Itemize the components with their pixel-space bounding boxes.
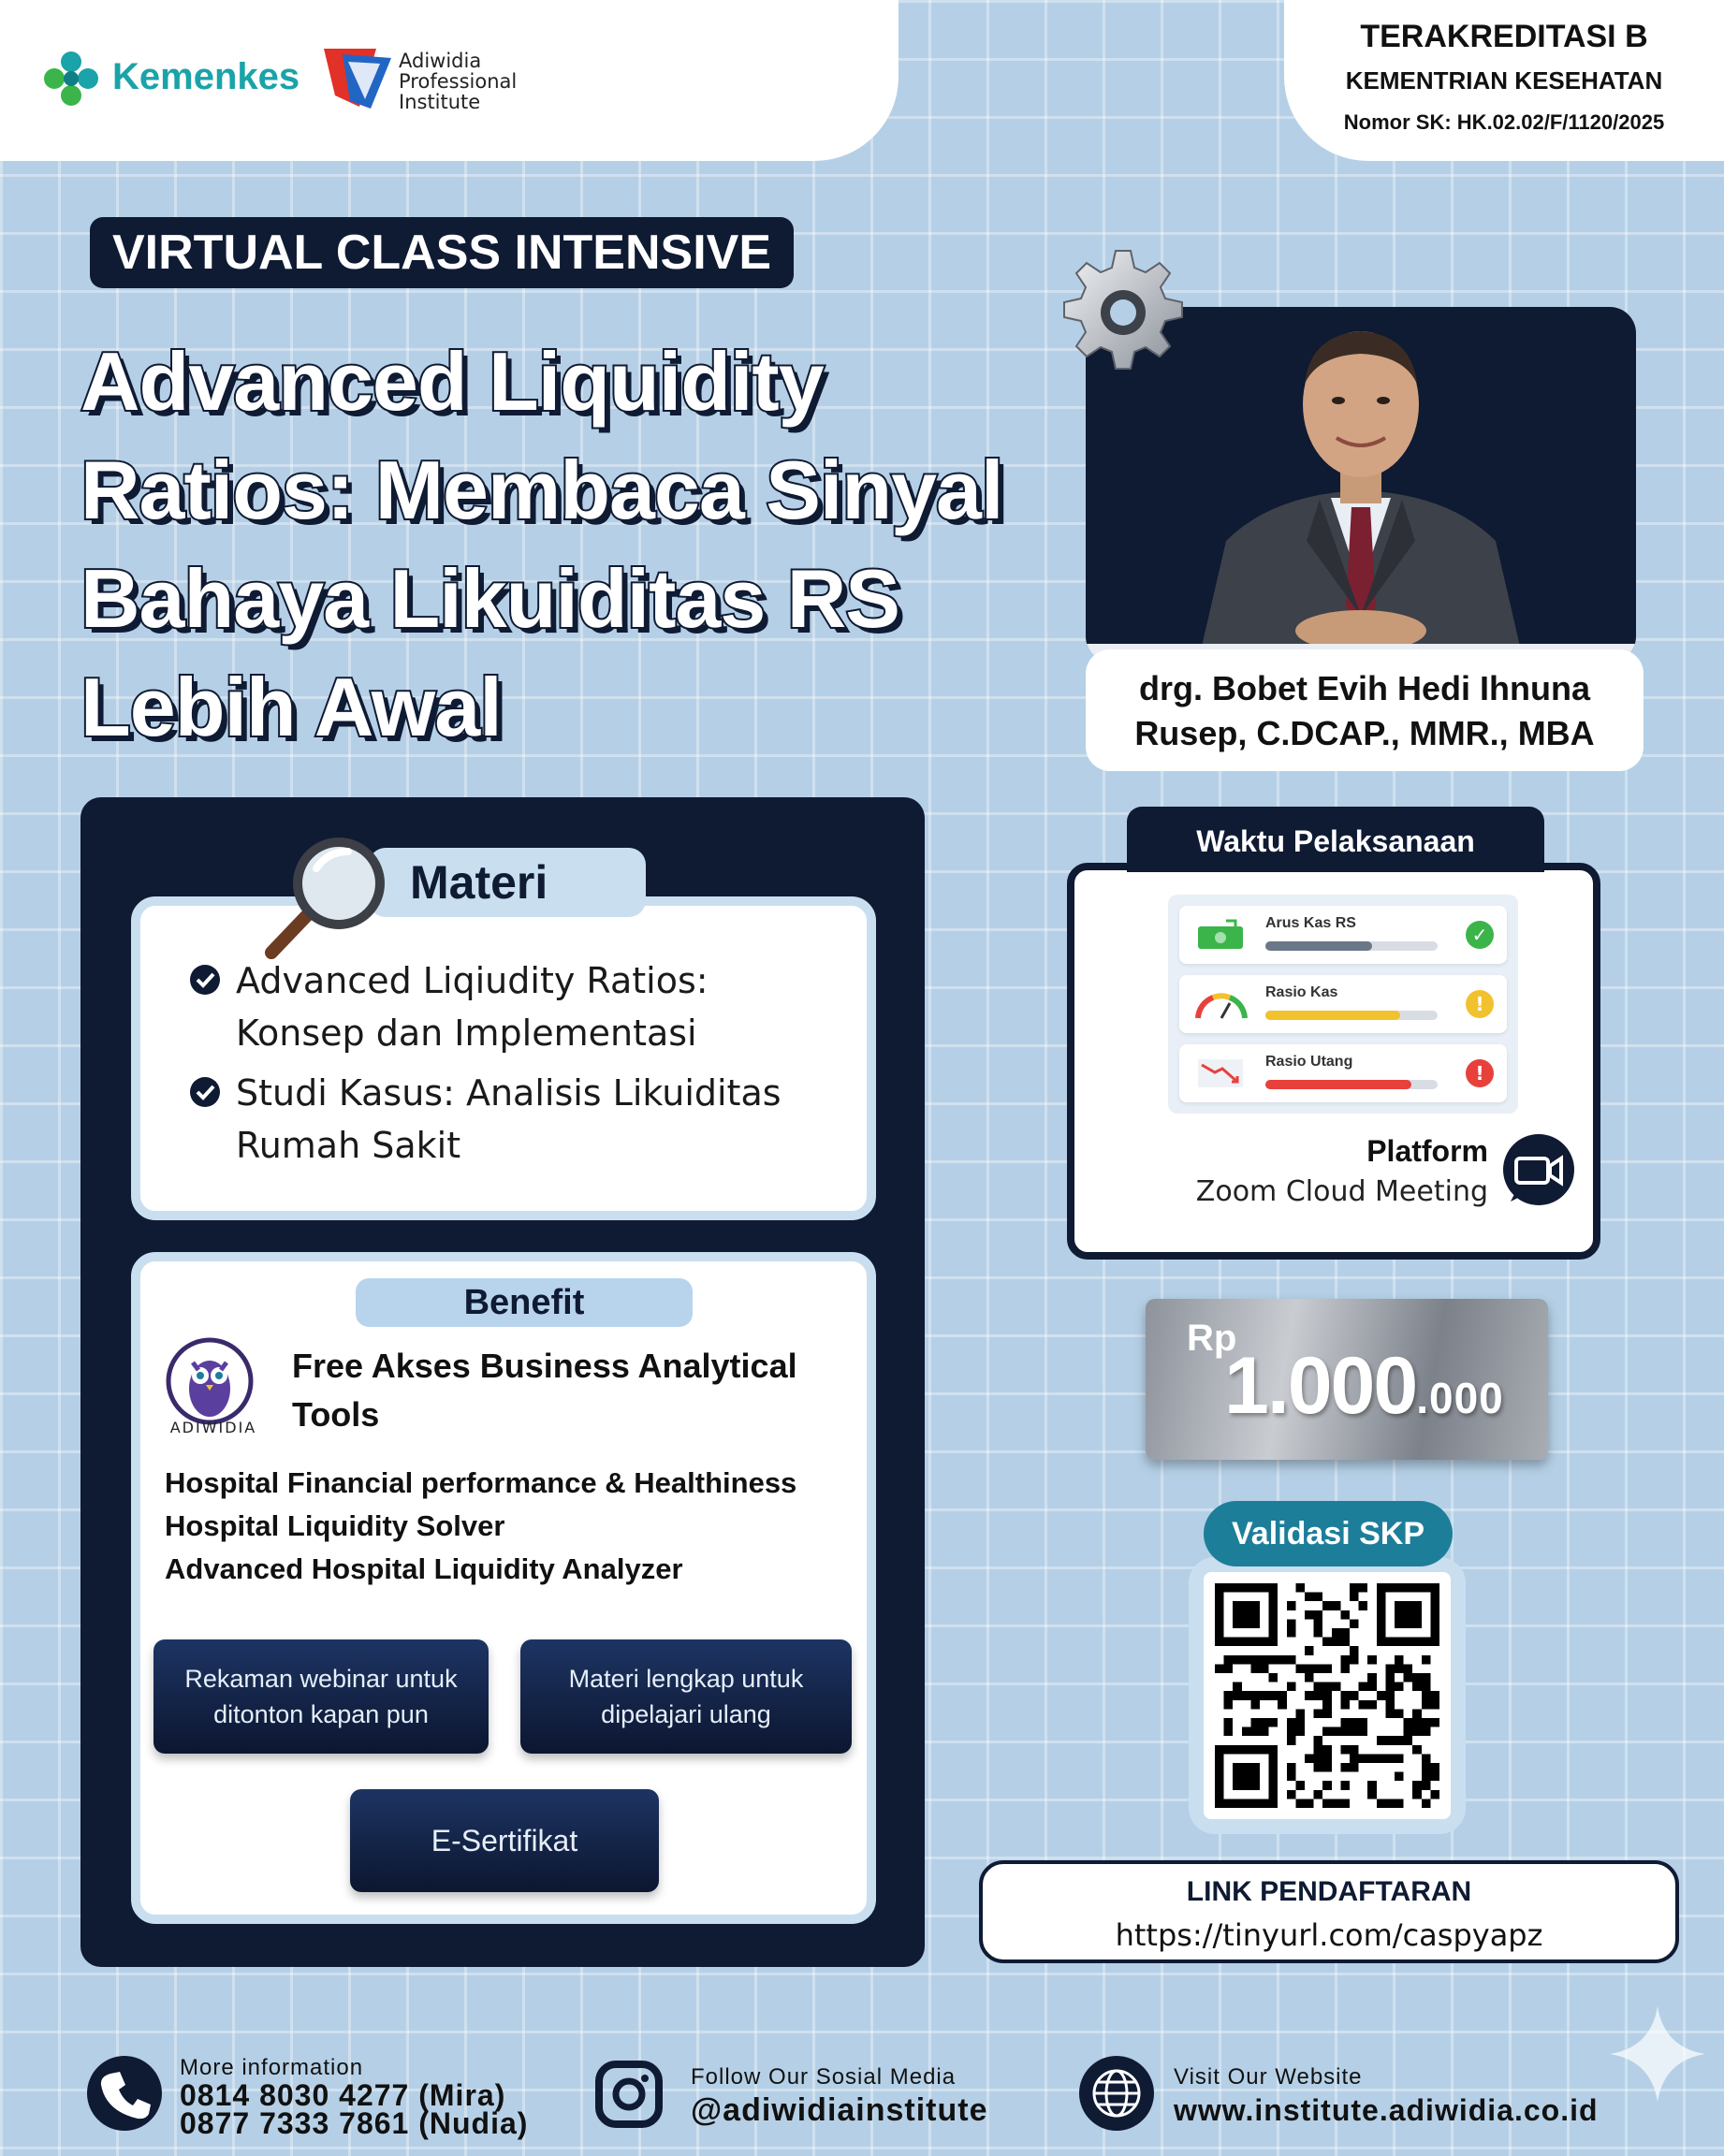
- qr-module: [1385, 1754, 1395, 1763]
- qr-module: [1295, 1583, 1305, 1593]
- accreditation-ministry: KEMENTRIAN KESEHATAN: [1345, 66, 1663, 95]
- qr-module: [1340, 1610, 1350, 1620]
- speaker-name-line-1: drg. Bobet Evih Hedi Ihnuna: [1138, 669, 1590, 707]
- tool-item: Advanced Hospital Liquidity Analyzer: [165, 1552, 683, 1585]
- dashboard-progress-fill: [1265, 1011, 1400, 1020]
- qr-module: [1395, 1754, 1404, 1763]
- qr-module: [1314, 1683, 1323, 1692]
- website-url[interactable]: www.institute.adiwidia.co.id: [1174, 2093, 1599, 2127]
- qr-module: [1367, 1673, 1377, 1683]
- qr-module: [1385, 1709, 1395, 1718]
- materials-line-2: dipelajari ulang: [601, 1700, 771, 1728]
- qr-module: [1367, 1683, 1377, 1692]
- qr-module: [1322, 1601, 1332, 1610]
- qr-module: [1377, 1691, 1386, 1700]
- title-line-2: Ratios: Membaca Sinyal: [80, 444, 1003, 536]
- dashboard-progress-fill: [1265, 941, 1372, 951]
- qr-module: [1322, 1799, 1332, 1808]
- website-info: [1174, 2064, 1599, 2127]
- qr-module: [1412, 1790, 1422, 1799]
- qr-module: [1295, 1718, 1305, 1727]
- warning-status-icon: !: [1466, 990, 1494, 1018]
- qr-module: [1404, 1718, 1413, 1727]
- qr-module: [1224, 1700, 1234, 1710]
- qr-module: [1350, 1646, 1359, 1655]
- adiwidia-line-3: Institute: [399, 91, 481, 113]
- qr-module: [1322, 1638, 1332, 1647]
- platform-label: Platform: [1366, 1134, 1488, 1168]
- qr-module: [1314, 1763, 1323, 1772]
- qr-module: [1260, 1691, 1269, 1700]
- qr-module: [1224, 1655, 1234, 1665]
- qr-module: [1359, 1718, 1368, 1727]
- title-line-1: Advanced Liquidity: [80, 335, 824, 428]
- qr-module: [1367, 1700, 1377, 1710]
- qr-module: [1412, 1781, 1422, 1790]
- qr-module: [1314, 1628, 1323, 1638]
- qr-module: [1340, 1745, 1350, 1755]
- adiwidia-line-1: Adiwidia: [399, 50, 482, 72]
- qr-module: [1242, 1727, 1251, 1737]
- qr-module: [1385, 1673, 1395, 1683]
- dashboard-progress-fill: [1265, 1080, 1411, 1089]
- qr-module: [1350, 1655, 1359, 1665]
- qr-module: [1422, 1763, 1431, 1772]
- qr-module: [1430, 1700, 1439, 1710]
- dashboard-label: Arus Kas RS: [1265, 915, 1356, 931]
- qr-module: [1322, 1781, 1332, 1790]
- materi-item: [189, 1067, 844, 1172]
- free-tools-title-line-1: Free Akses Business Analytical: [292, 1347, 797, 1385]
- qr-module: [1332, 1638, 1341, 1647]
- qr-module: [1350, 1691, 1359, 1700]
- speaker-name-line-2: Rusep, C.DCAP., MMR., MBA: [1134, 714, 1595, 752]
- qr-module: [1377, 1799, 1386, 1808]
- qr-module: [1332, 1799, 1341, 1808]
- phone-number-1[interactable]: 0814 8030 4277 (Mira): [180, 2078, 506, 2112]
- qr-module: [1250, 1691, 1260, 1700]
- qr-module: [1314, 1736, 1323, 1745]
- qr-module: [1260, 1718, 1269, 1727]
- qr-finder: [1395, 1601, 1422, 1628]
- kemenkes-wordmark: Kemenkes: [112, 56, 300, 97]
- contact-label: More information: [180, 2055, 364, 2080]
- qr-module: [1305, 1664, 1314, 1673]
- materi-item-1-line-1: Advanced Liqiudity Ratios:: [236, 960, 709, 1001]
- qr-module: [1412, 1709, 1422, 1718]
- qr-module: [1314, 1790, 1323, 1799]
- social-handle[interactable]: @adiwidiainstitute: [691, 2092, 988, 2128]
- qr-module: [1404, 1673, 1413, 1683]
- qr-module: [1250, 1664, 1260, 1673]
- dashboard-progress-track: [1265, 1080, 1438, 1089]
- qr-finder: [1233, 1601, 1260, 1628]
- qr-module: [1422, 1718, 1431, 1727]
- qr-module: [1287, 1790, 1296, 1799]
- qr-module: [1350, 1754, 1359, 1763]
- qr-module: [1350, 1619, 1359, 1628]
- qr-module: [1233, 1683, 1242, 1692]
- qr-module: [1224, 1664, 1234, 1673]
- qr-module: [1295, 1727, 1305, 1737]
- qr-module: [1322, 1664, 1332, 1673]
- social-label: Follow Our Sosial Media: [691, 2064, 957, 2090]
- gear-icon: [1056, 245, 1191, 380]
- qr-module: [1314, 1691, 1323, 1700]
- speaker-name-card: [1086, 649, 1644, 771]
- adiwidia-wordmark: [399, 51, 586, 112]
- qr-module: [1367, 1790, 1377, 1799]
- qr-module: [1322, 1683, 1332, 1692]
- qr-module: [1367, 1781, 1377, 1790]
- qr-module: [1422, 1655, 1431, 1665]
- qr-module: [1340, 1727, 1350, 1737]
- qr-module: [1395, 1772, 1404, 1782]
- qr-module: [1287, 1763, 1296, 1772]
- qr-module: [1377, 1754, 1386, 1763]
- qr-module: [1332, 1601, 1341, 1610]
- qr-module: [1250, 1727, 1260, 1737]
- qr-module: [1430, 1718, 1439, 1727]
- dashboard-progress-track: [1265, 1011, 1438, 1020]
- tools-list: [165, 1462, 857, 1591]
- check-circle-icon: [189, 1076, 221, 1108]
- qr-module: [1422, 1700, 1431, 1710]
- qr-module: [1412, 1745, 1422, 1755]
- magnifier-icon: [262, 831, 393, 962]
- qr-module: [1350, 1583, 1359, 1593]
- qr-module: [1287, 1718, 1296, 1727]
- dashboard-row-cashflow: [1179, 906, 1507, 964]
- registration-url[interactable]: https://tinyurl.com/caspyapz: [1115, 1917, 1543, 1953]
- qr-module: [1305, 1593, 1314, 1602]
- qr-module: [1314, 1745, 1323, 1755]
- phone-number-2[interactable]: 0877 7333 7861 (Nudia): [180, 2106, 529, 2140]
- qr-module: [1350, 1745, 1359, 1755]
- qr-module: [1295, 1781, 1305, 1790]
- contact-info: [180, 2055, 529, 2140]
- recording-line-2: ditonton kapan pun: [213, 1700, 429, 1728]
- qr-module: [1295, 1664, 1305, 1673]
- qr-module: [1322, 1691, 1332, 1700]
- qr-module: [1377, 1736, 1386, 1745]
- qr-module: [1305, 1646, 1314, 1655]
- qr-module: [1269, 1691, 1278, 1700]
- platform-value: Zoom Cloud Meeting: [1195, 1175, 1488, 1208]
- qr-module: [1412, 1683, 1422, 1692]
- qr-module: [1422, 1673, 1431, 1683]
- class-type-badge: VIRTUAL CLASS INTENSIVE: [90, 217, 794, 288]
- e-certificate-button[interactable]: E-Sertifikat: [350, 1789, 659, 1892]
- check-circle-icon: [189, 964, 221, 996]
- qr-module: [1287, 1727, 1296, 1737]
- qr-module: [1314, 1593, 1323, 1602]
- qr-code-icon: [1215, 1583, 1439, 1808]
- qr-module: [1359, 1727, 1368, 1737]
- qr-module: [1359, 1754, 1368, 1763]
- qr-module: [1305, 1691, 1314, 1700]
- free-tools-title-line-2: Tools: [292, 1395, 380, 1434]
- qr-module: [1287, 1772, 1296, 1782]
- qr-module: [1385, 1664, 1395, 1673]
- liquidity-dashboard: [1168, 895, 1518, 1114]
- qr-module: [1314, 1610, 1323, 1620]
- qr-module: [1250, 1718, 1260, 1727]
- qr-module: [1305, 1799, 1314, 1808]
- schedule-heading: Waktu Pelaksanaan: [1127, 807, 1544, 872]
- qr-module: [1224, 1718, 1234, 1727]
- qr-module: [1359, 1583, 1368, 1593]
- recording-benefit-button[interactable]: [153, 1639, 489, 1754]
- price-amount: [1224, 1340, 1504, 1433]
- tool-item: Hospital Liquidity Solver: [165, 1509, 505, 1542]
- qr-module: [1385, 1736, 1395, 1745]
- qr-module: [1215, 1664, 1224, 1673]
- qr-module: [1395, 1655, 1404, 1665]
- social-info: [691, 2064, 988, 2128]
- dashboard-label: Rasio Kas: [1265, 984, 1338, 1000]
- qr-module: [1350, 1593, 1359, 1602]
- qr-module: [1278, 1700, 1287, 1710]
- qr-module: [1305, 1610, 1314, 1620]
- materi-item-2-line-1: Studi Kasus: Analisis Likuiditas: [236, 1072, 782, 1114]
- registration-title: LINK PENDAFTARAN: [1186, 1876, 1472, 1907]
- qr-module: [1250, 1655, 1260, 1665]
- qr-module: [1305, 1673, 1314, 1683]
- adiwidia-logo-label: ADIWIDIA: [169, 1419, 257, 1436]
- qr-module: [1322, 1709, 1332, 1718]
- qr-module: [1224, 1727, 1234, 1737]
- qr-module: [1422, 1727, 1431, 1737]
- qr-module: [1322, 1745, 1332, 1755]
- phone-icon: [86, 2055, 163, 2132]
- qr-module: [1278, 1691, 1287, 1700]
- ok-status-icon: ✓: [1466, 921, 1494, 949]
- materi-list: [189, 954, 844, 1172]
- benefit-heading: Benefit: [356, 1278, 693, 1327]
- owl-logo-icon: [165, 1336, 255, 1426]
- qr-module: [1395, 1799, 1404, 1808]
- qr-module: [1340, 1700, 1350, 1710]
- qr-module: [1422, 1754, 1431, 1763]
- qr-module: [1340, 1781, 1350, 1790]
- qr-module: [1422, 1772, 1431, 1782]
- danger-status-icon: !: [1466, 1059, 1494, 1087]
- qr-module: [1422, 1691, 1431, 1700]
- instagram-icon: [593, 2059, 665, 2130]
- adiwidia-logo-icon: [322, 45, 393, 110]
- declining-chart-icon: [1194, 1056, 1247, 1091]
- qr-module: [1305, 1754, 1314, 1763]
- free-tools-title: [292, 1342, 854, 1439]
- qr-module: [1430, 1691, 1439, 1700]
- qr-module: [1367, 1754, 1377, 1763]
- qr-module: [1340, 1628, 1350, 1638]
- materi-heading: [369, 848, 646, 917]
- qr-module: [1340, 1799, 1350, 1808]
- qr-module: [1250, 1700, 1260, 1710]
- qr-module: [1359, 1700, 1368, 1710]
- qr-module: [1332, 1727, 1341, 1737]
- registration-link-box[interactable]: [979, 1860, 1679, 1963]
- qr-module: [1322, 1763, 1332, 1772]
- materi-item: [189, 954, 844, 1059]
- globe-icon: [1078, 2055, 1155, 2132]
- qr-module: [1295, 1799, 1305, 1808]
- qr-module: [1269, 1673, 1278, 1683]
- accreditation-panel: [1284, 0, 1724, 161]
- qr-module: [1287, 1619, 1296, 1628]
- qr-module: [1395, 1683, 1404, 1692]
- qr-module: [1359, 1683, 1368, 1692]
- qr-module: [1385, 1700, 1395, 1710]
- qr-module: [1412, 1718, 1422, 1727]
- qr-module: [1314, 1754, 1323, 1763]
- event-title: [80, 328, 1073, 762]
- recording-line-1: Rekaman webinar untuk: [184, 1665, 458, 1693]
- qr-module: [1287, 1655, 1296, 1665]
- qr-module: [1395, 1664, 1404, 1673]
- qr-module: [1322, 1754, 1332, 1763]
- cash-icon: [1194, 917, 1247, 953]
- qr-module: [1430, 1772, 1439, 1782]
- qr-finder: [1233, 1763, 1260, 1790]
- website-label: Visit Our Website: [1174, 2064, 1363, 2090]
- qr-module: [1287, 1683, 1296, 1692]
- qr-module: [1340, 1691, 1350, 1700]
- qr-module: [1314, 1709, 1323, 1718]
- qr-module: [1260, 1727, 1269, 1737]
- dashboard-row-debt-ratio: [1179, 1044, 1507, 1102]
- qr-module: [1322, 1700, 1332, 1710]
- qr-module: [1350, 1763, 1359, 1772]
- gauge-icon: [1192, 986, 1250, 1022]
- skp-qr-card: [1189, 1557, 1466, 1834]
- qr-module: [1332, 1683, 1341, 1692]
- qr-module: [1278, 1655, 1287, 1665]
- qr-module: [1404, 1736, 1413, 1745]
- qr-module: [1269, 1718, 1278, 1727]
- title-line-4: Lebih Awal: [80, 661, 502, 753]
- qr-module: [1295, 1709, 1305, 1718]
- qr-module: [1385, 1691, 1395, 1700]
- qr-module: [1404, 1664, 1413, 1673]
- accreditation-sk-number: Nomor SK: HK.02.02/F/1120/2025: [1343, 110, 1665, 134]
- qr-module: [1287, 1601, 1296, 1610]
- qr-module: [1395, 1709, 1404, 1718]
- qr-module: [1314, 1664, 1323, 1673]
- price-currency: Rp: [1187, 1318, 1237, 1359]
- title-line-3: Bahaya Likuiditas RS: [80, 552, 899, 645]
- qr-module: [1322, 1727, 1332, 1737]
- qr-module: [1260, 1664, 1269, 1673]
- qr-module: [1340, 1664, 1350, 1673]
- qr-module: [1233, 1655, 1242, 1665]
- qr-module: [1430, 1763, 1439, 1772]
- sparkle-icon: [1606, 2003, 1709, 2105]
- qr-module: [1359, 1601, 1368, 1610]
- qr-module: [1412, 1673, 1422, 1683]
- video-camera-icon: [1501, 1132, 1576, 1207]
- qr-module: [1367, 1655, 1377, 1665]
- qr-module: [1314, 1619, 1323, 1628]
- kemenkes-logo-icon: [41, 49, 101, 109]
- qr-module: [1340, 1763, 1350, 1772]
- qr-module: [1350, 1727, 1359, 1737]
- qr-module: [1430, 1790, 1439, 1799]
- qr-module: [1404, 1727, 1413, 1737]
- qr-module: [1224, 1691, 1234, 1700]
- qr-module: [1340, 1718, 1350, 1727]
- qr-module: [1422, 1799, 1431, 1808]
- materials-line-1: Materi lengkap untuk: [568, 1665, 804, 1693]
- qr-module: [1340, 1638, 1350, 1647]
- qr-module: [1287, 1736, 1296, 1745]
- qr-module: [1340, 1655, 1350, 1665]
- qr-module: [1395, 1736, 1404, 1745]
- qr-module: [1385, 1799, 1395, 1808]
- qr-module: [1242, 1655, 1251, 1665]
- qr-code[interactable]: [1204, 1572, 1451, 1819]
- dashboard-row-cash-ratio: [1179, 975, 1507, 1033]
- adiwidia-line-2: Professional: [399, 70, 518, 93]
- materi-item-1-line-2: Konsep dan Implementasi: [236, 1012, 697, 1054]
- qr-module: [1412, 1727, 1422, 1737]
- price-amount-main: 1.000: [1224, 1341, 1417, 1431]
- dashboard-label: Rasio Utang: [1265, 1054, 1353, 1070]
- qr-module: [1422, 1781, 1431, 1790]
- qr-module: [1242, 1691, 1251, 1700]
- materials-benefit-button[interactable]: [520, 1639, 852, 1754]
- price-amount-cents: .000: [1416, 1374, 1504, 1422]
- accreditation-title: TERAKREDITASI B: [1360, 19, 1648, 54]
- qr-module: [1287, 1628, 1296, 1638]
- materi-title: Materi: [410, 856, 548, 909]
- qr-module: [1269, 1655, 1278, 1665]
- dashboard-progress-track: [1265, 941, 1438, 951]
- qr-module: [1332, 1628, 1341, 1638]
- qr-module: [1350, 1718, 1359, 1727]
- qr-module: [1422, 1683, 1431, 1692]
- skp-validation-label: Validasi SKP: [1204, 1501, 1453, 1566]
- materi-item-2-line-2: Rumah Sakit: [236, 1125, 461, 1166]
- qr-module: [1385, 1683, 1395, 1692]
- qr-module: [1260, 1655, 1269, 1665]
- tool-item: Hospital Financial performance & Healthiness: [165, 1466, 797, 1499]
- qr-module: [1233, 1691, 1242, 1700]
